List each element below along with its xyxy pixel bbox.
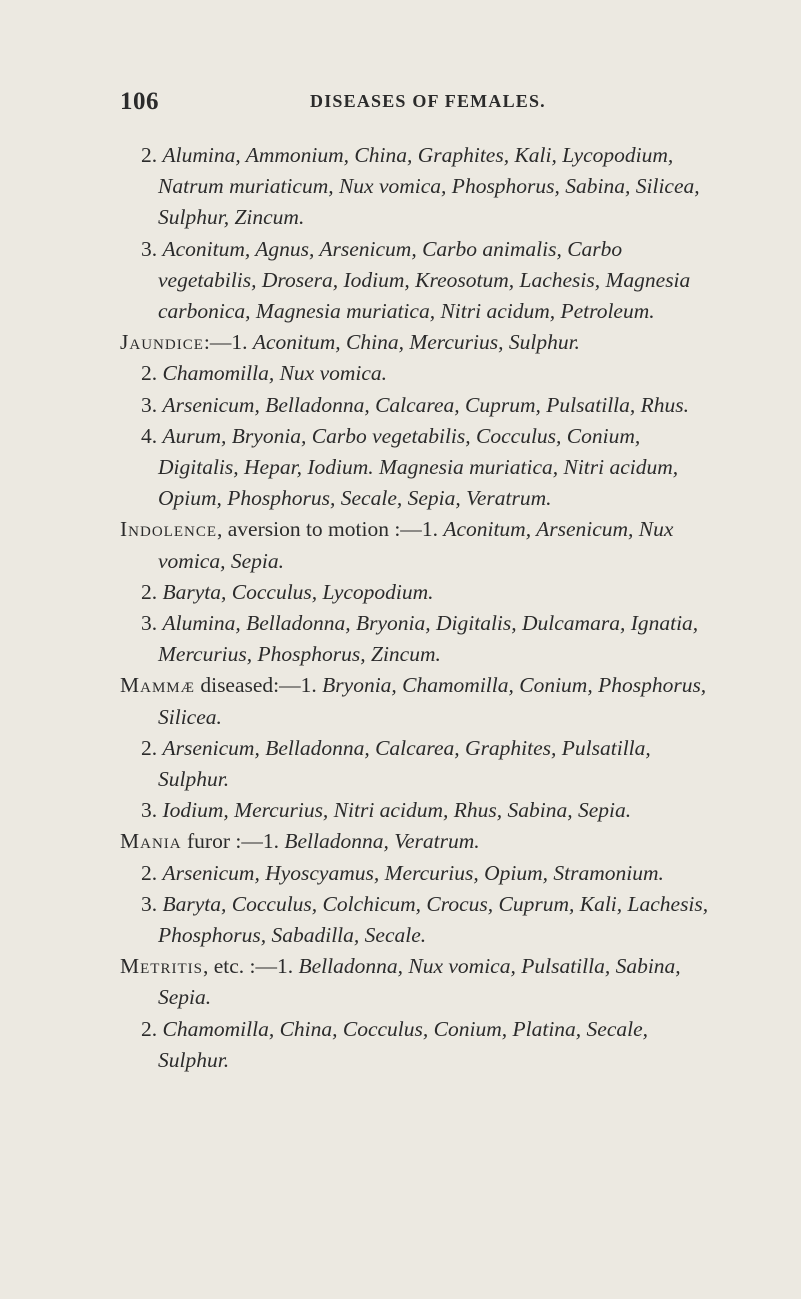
running-title: DISEASES OF FEMALES. xyxy=(310,91,546,111)
remedy-group: 3. Arsenicum, Belladonna, Calcarea, Cuprum, Pulsatilla, Rhus. xyxy=(141,392,690,417)
remedy-group: 2. Arsenicum, Belladonna, Calcarea, Graphites, Pulsatilla, Sulphur. xyxy=(141,735,651,792)
remedy-group: 3. Alumina, Belladonna, Bryonia, Digitalis, Dulcamara, Ignatia, Mercurius, Phosphorus, Zincum. xyxy=(141,611,699,667)
symptom-heading: Indolence, aversion to motion :—1. Aconitum, Arsenicum, Nux vomica, Sepia. xyxy=(120,517,674,573)
symptom-term: Metritis xyxy=(120,954,203,979)
page-body xyxy=(120,140,715,1076)
symptom-term: Jaundice xyxy=(120,330,204,355)
remedy-group: 3. Baryta, Cocculus, Colchicum, Crocus, Cuprum, Kali, Lachesis, Phosphorus, Sabadilla, Secale. xyxy=(141,891,709,948)
symptom-term: Mammæ xyxy=(120,673,195,698)
symptom-term: Indolence xyxy=(120,517,217,542)
page-number: 106 xyxy=(120,88,159,115)
remedy-group: 3. Iodium, Mercurius, Nitri acidum, Rhus, Sabina, Sepia. xyxy=(141,798,632,823)
remedy-group: 3. Aconitum, Agnus, Arsenicum, Carbo animalis, Carbo vegetabilis, Drosera, Iodium, Kreosotum, Lachesis, Magnesia carbonica, Magnesia muriatica, Nitri acidum, Petroleum. xyxy=(141,236,691,324)
symptom-heading: Jaundice:—1. Aconitum, China, Mercurius, Sulphur. xyxy=(120,330,580,355)
remedy-group: 2. Alumina, Ammonium, China, Graphites, Kali, Lycopodium, Natrum muriaticum, Nux vomica, Phosphorus, Sabina, Silicea, Sulphur, Zincum. xyxy=(141,143,700,230)
page-header xyxy=(120,88,720,118)
symptom-heading: Metritis, etc. :—1. Belladonna, Nux vomica, Pulsatilla, Sabina, Sepia. xyxy=(120,954,681,1010)
symptom-heading: Mammæ diseased:—1. Bryonia, Chamomilla, Conium, Phosphorus, Silicea. xyxy=(120,673,707,729)
symptom-heading: Mania furor :—1. Belladonna, Veratrum. xyxy=(120,829,480,854)
remedy-group: 2. Arsenicum, Hyoscyamus, Mercurius, Opium, Stramonium. xyxy=(141,860,664,885)
remedy-group: 2. Baryta, Cocculus, Lycopodium. xyxy=(141,579,434,604)
symptom-term: Mania xyxy=(120,829,182,854)
remedy-group: 2. Chamomilla, Nux vomica. xyxy=(141,361,388,386)
remedy-group: 4. Aurum, Bryonia, Carbo vegetabilis, Cocculus, Conium, Digitalis, Hepar, Iodium. Magnesia muriatica, Nitri acidum, Opium, Phosphorus, Secale, Sepia, Veratrum. xyxy=(141,423,679,511)
remedy-group: 2. Chamomilla, China, Cocculus, Conium, Platina, Secale, Sulphur. xyxy=(141,1016,649,1072)
